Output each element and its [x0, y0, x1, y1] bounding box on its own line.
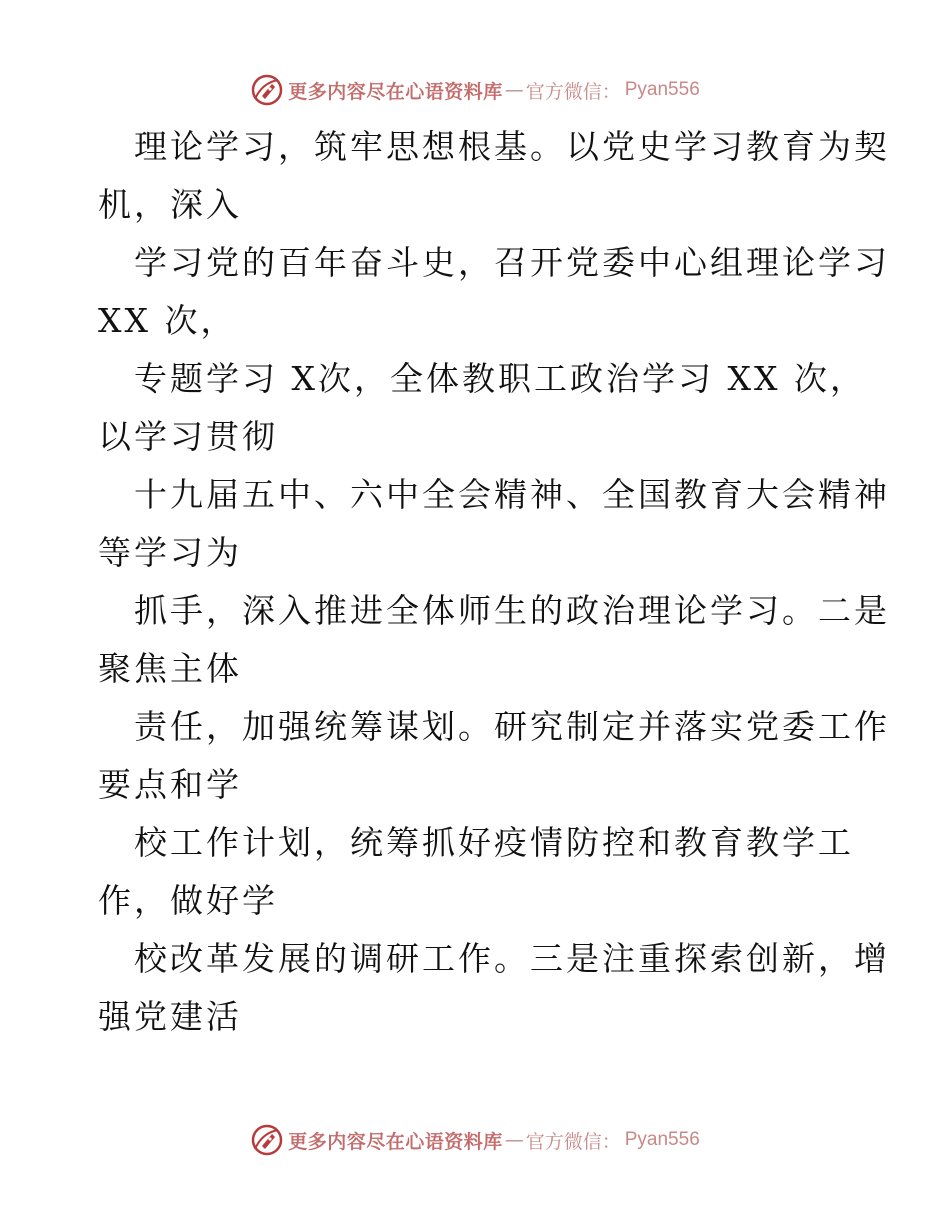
document-body	[98, 118, 890, 1046]
body-line: 等学习为	[98, 533, 242, 572]
body-line: 以学习贯彻	[98, 417, 278, 456]
body-line: 专题学习 X次，全体教职工政治学习 XX 次，	[134, 359, 866, 398]
body-line: 作，做好学	[98, 881, 278, 920]
banner-wechat-id: Pyan556	[624, 1129, 700, 1150]
header-banner	[0, 70, 950, 110]
body-line: 聚焦主体	[98, 649, 242, 688]
banner-brand-text: 更多内容尽在心语资料库	[288, 1130, 503, 1153]
body-line: 责任，加强统筹谋划。研究制定并落实党委工作	[134, 707, 890, 746]
banner-separator: —	[504, 1129, 524, 1151]
footer-banner	[0, 1120, 950, 1160]
banner-separator: —	[504, 79, 524, 101]
banner-brand-text: 更多内容尽在心语资料库	[288, 80, 503, 103]
banner-contact-label: 官方微信：	[525, 80, 621, 103]
body-line: 要点和学	[98, 765, 242, 804]
banner-contact-label: 官方微信：	[525, 1130, 621, 1153]
body-line: 校工作计划，统筹抓好疫情防控和教育教学工	[134, 823, 854, 862]
body-line: 抓手，深入推进全体师生的政治理论学习。二是	[134, 591, 890, 630]
body-line: 强党建活	[98, 997, 242, 1036]
banner-wechat-id: Pyan556	[624, 79, 700, 100]
body-line: XX 次，	[98, 301, 237, 340]
body-line: 十九届五中、六中全会精神、全国教育大会精神	[134, 475, 890, 514]
body-line: 学习党的百年奋斗史，召开党委中心组理论学习	[134, 243, 890, 282]
body-line: 机，深入	[98, 185, 242, 224]
body-line: 理论学习，筑牢思想根基。以党史学习教育为契	[134, 127, 890, 166]
body-line: 校改革发展的调研工作。三是注重探索创新，增	[134, 939, 890, 978]
pen-nib-logo-icon	[250, 1123, 284, 1157]
pen-nib-logo-icon	[250, 73, 284, 107]
